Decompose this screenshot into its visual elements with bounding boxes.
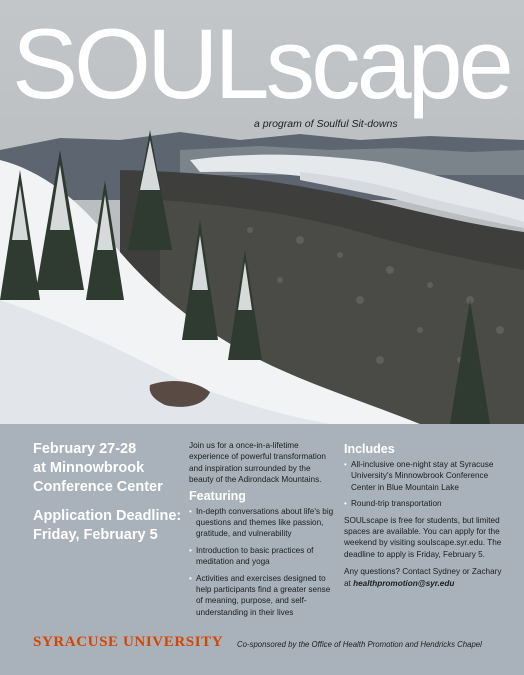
intro-text: Join us for a once-in-a-lifetime experience of powerful transformation and inspiration surrounded by the beauty of the Adirondack Mountains. (189, 441, 326, 485)
includes-item: • Round-trip transportation (344, 498, 504, 509)
includes-item: • All-inclusive one-night stay at Syracuse University's Minnowbrook Conference Center in Blue Mountain Lake (344, 459, 504, 493)
contact-prompt: Any questions? Contact Sydney or Zachary at (344, 567, 502, 588)
event-summary (33, 440, 183, 545)
deadline-label: Application Deadline: (33, 508, 182, 524)
featuring-list (189, 506, 337, 619)
featuring-item: • Activities and exercises designed to help participants find a greater sense of meaning, purpose, and self-understanding in their lives (189, 573, 337, 619)
syracuse-university-logo: SYRACUSE UNIVERSITY (33, 634, 224, 650)
featuring-item: • Introduction to basic practices of meditation and yoga (189, 545, 337, 568)
info-panel (0, 424, 524, 675)
cosponsor-text: Co-sponsored by the Office of Health Promotion and Hendricks Chapel (237, 640, 482, 649)
includes-list (344, 459, 504, 510)
featuring-heading: Featuring (189, 488, 246, 503)
deadline-date: Friday, February 5 (33, 527, 158, 543)
event-subtitle: a program of Soulful Sit-downs (254, 118, 398, 130)
includes-section (344, 442, 504, 595)
contact-text (344, 566, 504, 589)
contact-email-link[interactable]: healthpromotion@syr.edu (353, 578, 455, 588)
event-venue: at Minnowbrook Conference Center (33, 460, 163, 495)
event-title: SOULscape (12, 8, 510, 119)
program-description (189, 440, 337, 623)
includes-heading: Includes (344, 442, 395, 456)
featuring-item: • In-depth conversations about life's big questions and themes like passion, gratitude, and vulnerability (189, 506, 337, 540)
event-dates: February 27-28 (33, 441, 137, 457)
free-info-text: SOULscape is free for students, but limited spaces are available. You can apply for the weekend by visiting soulscape.syr.edu. The deadline to apply is Friday, February 5. (344, 515, 502, 559)
